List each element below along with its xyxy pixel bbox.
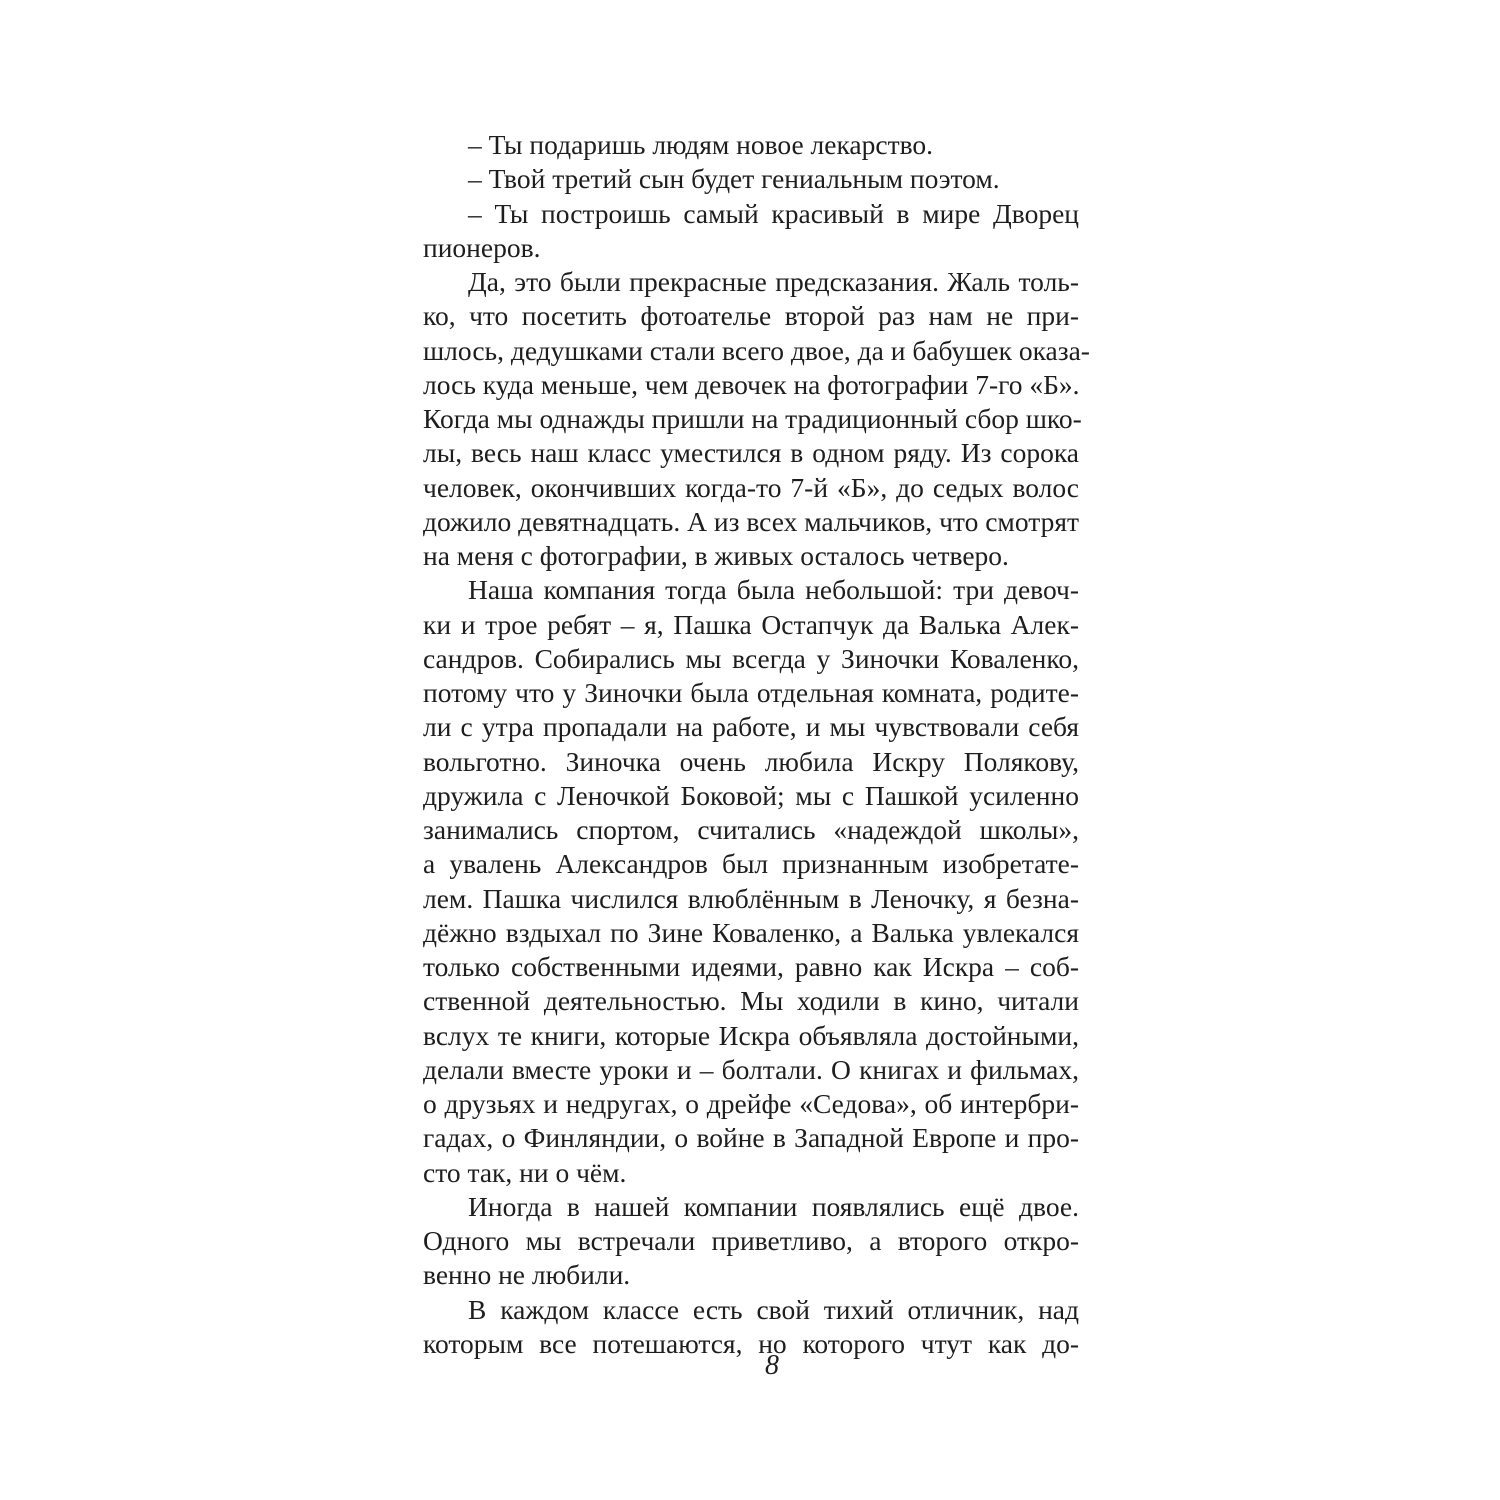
paragraph-line: дружила с Леночкой Боковой; мы с Пашкой усиленно bbox=[423, 779, 1079, 811]
paragraph-line: занимались спортом, считались «надеждой школы», bbox=[423, 814, 1079, 845]
paragraph-line: сто так, ни о чём. bbox=[423, 1156, 627, 1188]
dialogue-line: – Ты подаришь людям новое лекарство. bbox=[468, 129, 934, 160]
page-number: 8 bbox=[765, 1350, 779, 1381]
paragraph-line: ственной деятельностью. Мы ходили в кино, читали bbox=[423, 985, 1079, 1017]
paragraph-line: лось куда меньше, чем девочек на фотографии 7-го «Б». bbox=[423, 368, 1080, 400]
paragraph-line: вслух те книги, которые Искра объявляла достойными, bbox=[423, 1019, 1079, 1051]
paragraph-line: делали вместе уроки и – болтали. О книгах и фильмах, bbox=[423, 1053, 1079, 1085]
paragraph-line: Одного мы встречали приветливо, а второго откро- bbox=[423, 1225, 1079, 1256]
paragraph-line: ко, что посетить фотоателье второй раз нам не при- bbox=[423, 300, 1079, 332]
paragraph-line: потому что у Зиночки была отдельная комната, родите- bbox=[423, 677, 1079, 708]
paragraph-line: Наша компания тогда была небольшой: три девоч- bbox=[468, 574, 1079, 606]
paragraph-line: гадах, о Финляндии, о войне в Западной Европе и про- bbox=[423, 1122, 1079, 1154]
paragraph-line: Да, это были прекрасные предсказания. Жаль толь- bbox=[468, 266, 1079, 297]
paragraph-line: которым все потешаются, но которого чтут как до- bbox=[423, 1327, 1079, 1359]
paragraph-line: венно не любили. bbox=[423, 1259, 631, 1291]
dialogue-line: – Твой третий сын будет гениальным поэтом. bbox=[468, 163, 1000, 195]
paragraph-line: дожило девятнадцать. А из всех мальчиков, что смотрят bbox=[423, 505, 1079, 537]
paragraph-line: сандров. Собирались мы всегда у Зиночки Коваленко, bbox=[423, 642, 1079, 674]
dialogue-line: – Ты построишь самый красивый в мире Дворец bbox=[468, 197, 1079, 229]
paragraph-line: человек, окончивших когда-то 7-й «Б», до седых волос bbox=[423, 471, 1079, 503]
dialogue-line: пионеров. bbox=[423, 231, 541, 263]
paragraph-line: Иногда в нашей компании появлялись ещё двое. bbox=[468, 1190, 1079, 1222]
paragraph-line: лы, весь наш класс уместился в одном ряду. Из сорока bbox=[423, 437, 1079, 469]
paragraph-line: только собственными идеями, равно как Искра – соб- bbox=[423, 951, 1079, 982]
paragraph-line: ли с утра пропадали на работе, и мы чувствовали себя bbox=[423, 711, 1079, 743]
paragraph-line: о друзьях и недругах, о дрейфе «Седова», об интербри- bbox=[423, 1088, 1079, 1119]
paragraph-line: лем. Пашка числился влюблённым в Леночку, я безна- bbox=[423, 882, 1079, 914]
paragraph-line: а увалень Александров был признанным изобретате- bbox=[423, 848, 1079, 880]
paragraph-line: ки и трое ребят – я, Пашка Остапчук да Валька Алек- bbox=[423, 608, 1079, 640]
paragraph-line: дёжно вздыхал по Зине Коваленко, а Валька увлекался bbox=[423, 916, 1079, 948]
paragraph-line: на меня с фотографии, в живых осталось четверо. bbox=[423, 540, 1009, 571]
paragraph-line: В каждом классе есть свой тихий отличник, над bbox=[468, 1293, 1079, 1325]
paragraph-line: шлось, дедушками стали всего двое, да и бабушек оказа- bbox=[423, 334, 1090, 366]
paragraph-line: Когда мы однажды пришли на традиционный сбор шко- bbox=[423, 403, 1082, 434]
paragraph-line: вольготно. Зиночка очень любила Искру Полякову, bbox=[423, 745, 1079, 777]
page-body-text bbox=[423, 128, 1090, 1361]
